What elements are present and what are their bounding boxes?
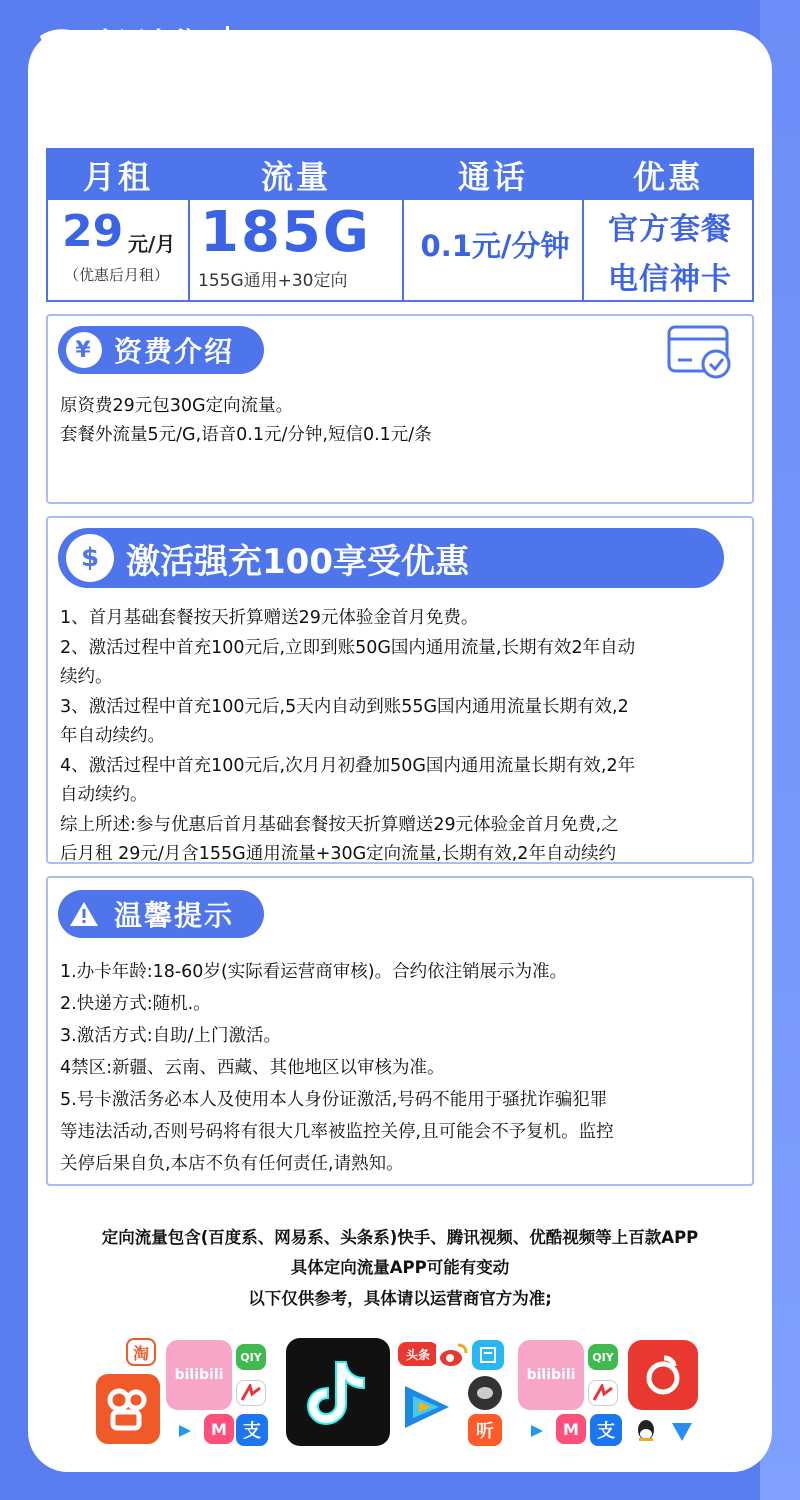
data-value: 185G [200, 200, 371, 265]
header-data: 流量 [190, 150, 402, 200]
tips-line: 关停后果自负,本店不负有任何责任,请熟知。 [60, 1154, 404, 1174]
cctv-icon [236, 1380, 266, 1406]
tencent-video-icon [396, 1378, 456, 1436]
call-rate: 0.1元/分钟 [420, 229, 570, 263]
tips-line: 5.号卡激活务必本人及使用本人身份证激活,号码不能用于骚扰诈骗犯罪 [60, 1090, 608, 1110]
tips-line: 2.快递方式:随机.。 [60, 994, 211, 1014]
footer-line-3: 以下仅供参考，具体请以运营商官方为准; [248, 1289, 552, 1308]
toutiao-icon: 头条 [398, 1342, 438, 1366]
activation-heading [58, 528, 724, 588]
activation-line: 自动续约。 [60, 785, 148, 805]
tariff-title: 资费介绍 [114, 335, 235, 368]
yuan-icon: ¥ [66, 332, 102, 368]
tips-line: 4禁区:新疆、云南、西藏、其他地区以审核为准。 [60, 1058, 445, 1078]
tips-section [46, 876, 754, 1186]
bilibili-icon-2: bilibili [518, 1340, 584, 1410]
activation-line: 年自动续约。 [60, 726, 165, 746]
iqiyi-icon-2: QIY [588, 1344, 618, 1370]
tips-title: 温馨提示 [114, 899, 235, 932]
message-icon [666, 1416, 698, 1446]
tariff-text [60, 392, 742, 450]
alipay-icon: 支 [236, 1414, 268, 1446]
promo-line-2: 电信神卡 [608, 262, 732, 297]
news-icon [472, 1340, 504, 1370]
bank-card-check-icon [666, 324, 734, 380]
tips-line: 1.办卡年龄:18-60岁(实际看运营商审核)。合约依注销展示为准。 [60, 962, 568, 982]
mgtv-icon: M [204, 1414, 234, 1444]
tariff-heading [58, 326, 264, 374]
tariff-section [46, 314, 754, 504]
activation-text [60, 604, 742, 899]
footer-line-1: 定向流量包含(百度系、网易系、头条系)快手、腾讯视频、优酷视频等上百款APP [101, 1228, 699, 1247]
cctv-icon-2 [588, 1380, 618, 1406]
activation-line: 3、激活过程中首充100元后,5天内自动到账55G国内通用流量长期有效,2 [60, 696, 629, 717]
tips-line: 等违法活动,否则号码将有很大几率被监控关停,且可能会不予复机。监控 [60, 1122, 614, 1142]
price-value: 29 [62, 206, 124, 257]
activation-line: 4、激活过程中首充100元后,次月月初叠加50G国内通用流量长期有效,2年 [60, 755, 636, 776]
bilibili-icon: bilibili [166, 1340, 232, 1410]
tariff-line: 原资费29元包30G定向流量。 [60, 396, 294, 416]
iqiyi-icon: QIY [236, 1344, 266, 1370]
alipay-icon-2: 支 [590, 1414, 622, 1446]
header-promo: 优惠 [584, 150, 752, 200]
tips-line: 3.激活方式:自助/上门激活。 [60, 1026, 281, 1046]
netease-music-icon [628, 1340, 698, 1410]
promo-line-1: 官方套餐 [608, 212, 732, 247]
activation-line: 后月租 29元/月含155G通用流量+30G定向流量,长期有效,2年自动续约 [60, 844, 616, 864]
footer-line-2: 具体定向流量APP可能有变动 [290, 1258, 510, 1277]
youku-icon-2 [522, 1416, 552, 1446]
youku-icon [170, 1416, 200, 1446]
kuaishou-icon [96, 1374, 160, 1444]
plan-table [46, 148, 754, 302]
activation-line: 1、首月基础套餐按天折算赠送29元体验金首月免费。 [60, 608, 479, 628]
header-monthly-fee: 月租 [48, 150, 188, 200]
tips-text [60, 956, 742, 1180]
activation-line: 综上所述:参与优惠后首月基础套餐按天折算赠送29元体验金首月免费,之 [60, 814, 619, 835]
activation-line: 续约。 [60, 667, 113, 687]
qq-icon [630, 1416, 662, 1446]
activation-section [46, 516, 754, 864]
tariff-line: 套餐外流量5元/G,语音0.1元/分钟,短信0.1元/条 [60, 425, 432, 445]
mgtv-icon-2: M [556, 1414, 586, 1444]
weibo-icon [436, 1340, 470, 1370]
header-calls: 通话 [404, 150, 582, 200]
price-note: （优惠后月租） [64, 266, 170, 284]
game-icon [468, 1376, 502, 1410]
plan-values-row [48, 200, 752, 300]
dollar-refresh-icon: $ [66, 534, 114, 582]
douyin-icon [286, 1338, 390, 1446]
activation-line: 2、激活过程中首充100元后,立即到账50G国内通用流量,长期有效2年自动 [60, 637, 636, 658]
taobao-icon: 淘 [126, 1338, 156, 1366]
tips-heading [58, 890, 264, 938]
data-note: 155G通用+30定向 [198, 271, 348, 291]
price-unit: 元/月 [128, 232, 176, 256]
ting-icon: 听 [468, 1414, 502, 1446]
warning-icon [66, 896, 102, 932]
app-icons [90, 1336, 710, 1452]
activation-title: 激活强充100享受优惠 [126, 541, 469, 582]
